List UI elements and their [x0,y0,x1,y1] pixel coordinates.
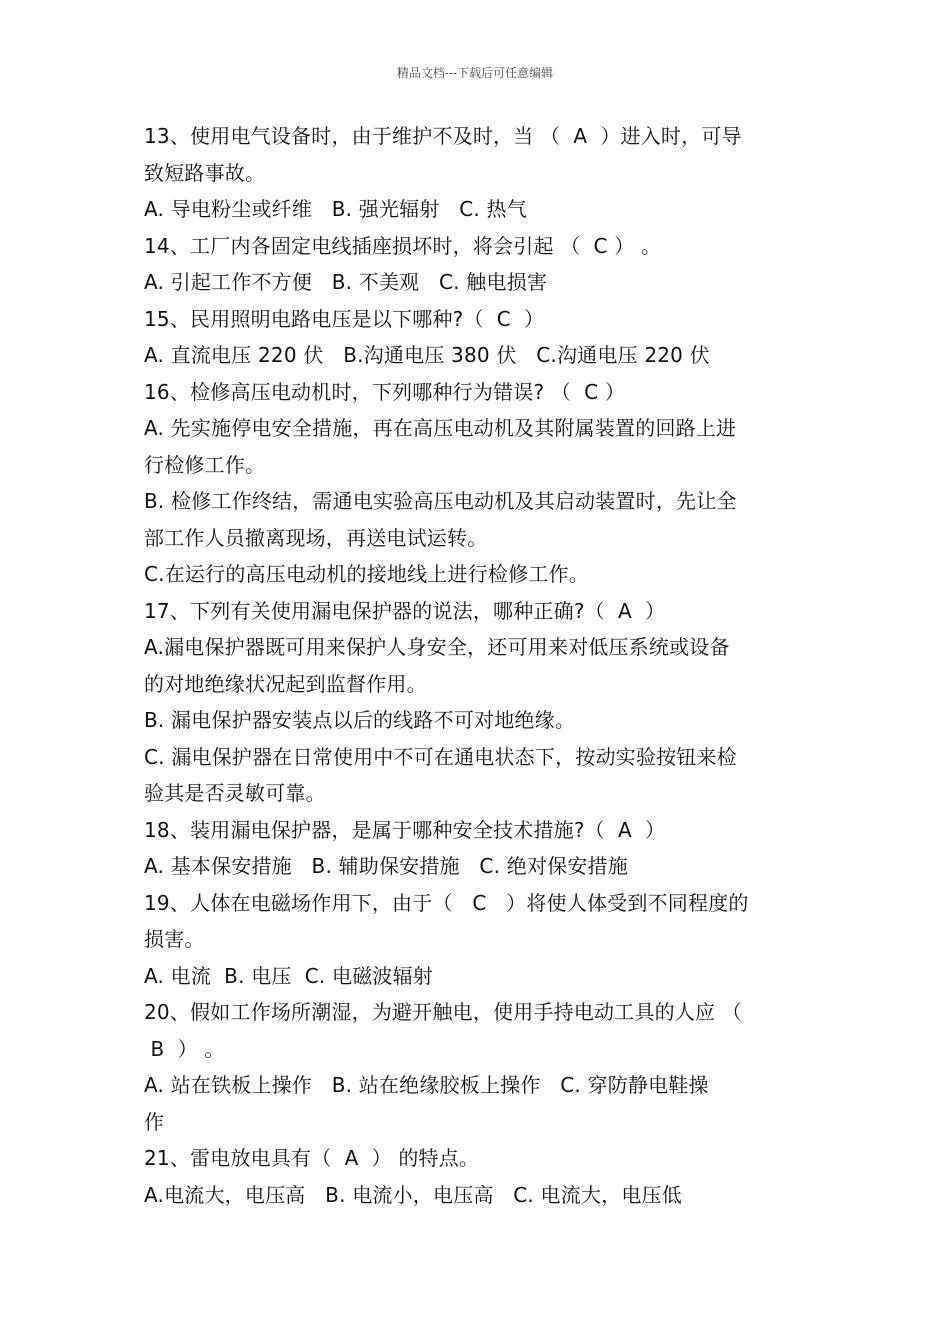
text-line: 损害。 [144,927,205,951]
text-line: 20、假如工作场所潮湿，为避开触电，使用手持电动工具的人应 （ [144,1000,743,1024]
text-line: C. 漏电保护器在日常使用中不可在通电状态下，按动实验按钮来检 [144,744,737,769]
text-line: A.漏电保护器既可用来保护人身安全，还可用来对低压系统或设备 [144,635,730,659]
text-line: 17、下列有关使用漏电保护器的说法，哪种正确?（ A ） [144,598,666,623]
text-line: A. 站在铁板上操作 B. 站在绝缘胶板上操作 C. 穿防静电鞋操 [144,1073,709,1097]
text-line: A. 直流电压 220 伏 B.沟通电压 380 伏 C.沟通电压 220 伏 [144,343,710,367]
text-line: 行检修工作。 [144,452,266,477]
page-header-watermark: 精品文档---下载后可任意编辑 [396,66,554,80]
text-line: 致短路事故。 [144,160,266,185]
text-line: B. 检修工作终结，需通电实验高压电动机及其启动装置时，先让全 [144,489,737,513]
text-line: 16、检修高压电动机时，下列哪种行为错误? （ C ） [144,379,626,404]
document-body [144,118,814,1213]
text-line: 21、雷电放电具有（ A ） 的特点。 [144,1146,480,1170]
text-line: A. 引起工作不方便 B. 不美观 C. 触电损害 [144,270,548,294]
text-line: 作 [144,1109,165,1134]
text-line: 部工作人员撤离现场，再送电试运转。 [144,525,488,550]
text-line: A. 电流 B. 电压 C. 电磁波辐射 [144,963,433,988]
text-line: 15、民用照明电路电压是以下哪种?（ C ） [144,306,545,331]
text-line: 13、使用电气设备时，由于维护不及时，当 （ A ）进入时，可导 [144,124,742,148]
text-line: 14、工厂内各固定电线插座损坏时，将会引起 （ C ） 。 [144,233,662,258]
text-line: A.电流大，电压高 B. 电流小，电压高 C. 电流大，电压低 [144,1182,682,1207]
text-line: A. 先实施停电安全措施，再在高压电动机及其附属装置的回路上进 [144,416,737,440]
text-line: 的对地绝缘状况起到监督作用。 [144,671,427,696]
text-line: A. 基本保安措施 B. 辅助保安措施 C. 绝对保安措施 [144,854,628,878]
text-line: C.在运行的高压电动机的接地线上进行检修工作。 [144,562,589,586]
text-line: 19、人体在电磁场作用下，由于（ C ）将使人体受到不同程度的 [144,890,749,915]
text-line: B. 漏电保护器安装点以后的线路不可对地绝缘。 [144,708,576,732]
text-line: A. 导电粉尘或纤维 B. 强光辐射 C. 热气 [144,197,527,221]
text-line: B ） 。 [144,1036,225,1061]
text-line: 验其是否灵敏可靠。 [144,781,326,805]
text-line: 18、装用漏电保护器，是属于哪种安全技术措施?（ A ） [144,817,666,842]
